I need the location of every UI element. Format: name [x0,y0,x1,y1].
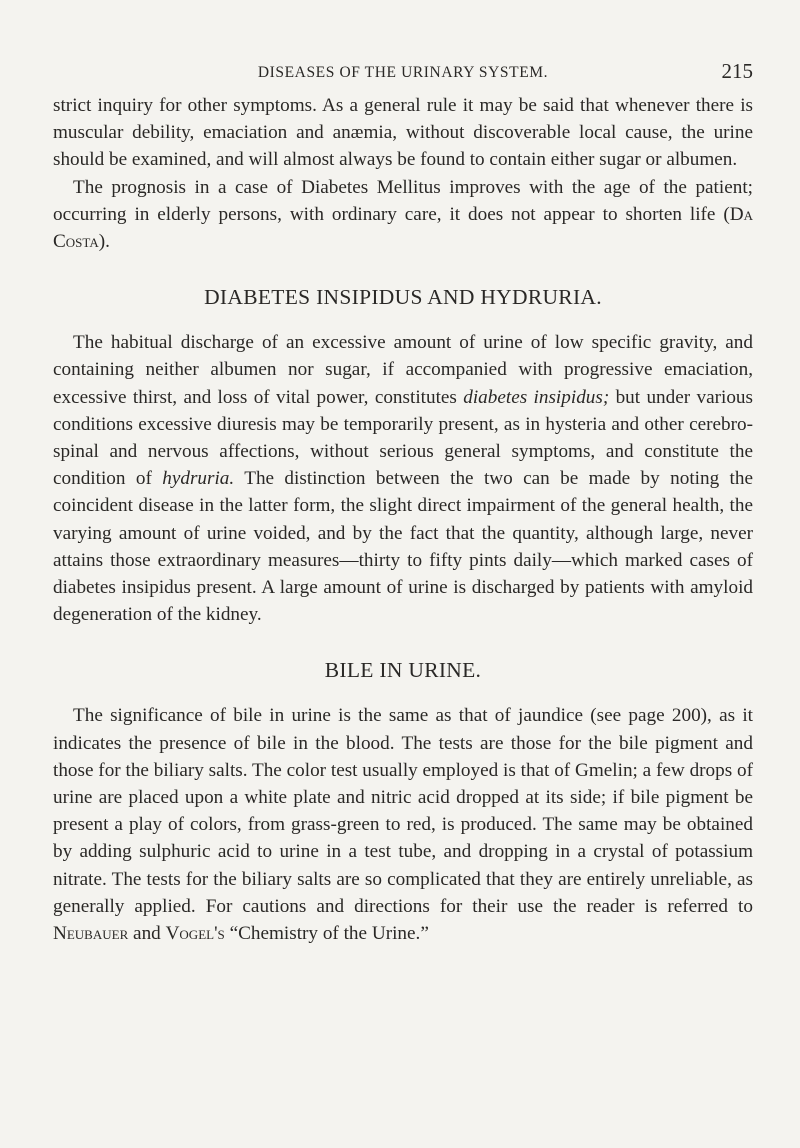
author-name: Da Costa [53,203,753,253]
paragraph-text: The habitual discharge of an excessive amount of urine of low specific gravity, and containing neither albumen nor sugar, if accompanied with progressive emaciation, excessive thirst, and loss of vital power, constitutes [53,332,753,408]
section-heading-diabetes-insipidus: DIABETES INSIPIDUS AND HYDRURIA. [204,285,602,310]
running-title: DISEASES OF THE URINARY SYSTEM. [257,64,549,81]
running-head [53,60,753,86]
paragraph-diabetes-insipidus [53,329,753,628]
paragraph-text: The significance of bile in urine is the same as that of jaundice (see page 200), as it indicates the presence of bile in the blood. The tests are those for the bile pigment and those for the biliary salts. The color test usually employed is that of Gmelin; a few drops of urine are placed upon a white plate and nitric acid dropped at its side; if bile pigment be present a play of colors, from grass-green to red, is produced. The same may be obtained by adding sulphuric acid to urine in a test tube, and dropping in a crystal of potassium nitrate. The tests for the biliary salts are so complicated that they are entirely unreliable, as generally applied. For cautions and directions for their use the reader is referred to [53,705,753,917]
paragraph-text: The distinction between the two can be made by noting the coincident disease in the latter form, the slight direct impairment of the general health, the varying amount of urine voided, and by the fact that the quantity, although large, never attains those extraordinary measures—thirty to fifty pints daily—which marked cases of diabetes insipidus present. A large amount of urine is discharged by patients with amyloid degeneration of the kidney. [53,468,753,626]
author-name: Neubauer [53,923,129,945]
book-page [53,60,753,947]
paragraph-text: but under various conditions excessive diuresis may be temporarily present, as in hysteria and other cerebro-spinal and nervous affections, without serious general symptoms, and constitute the condition of [53,386,753,490]
paragraph-prognosis [53,174,753,256]
paragraph-text: strict inquiry for other symptoms. As a general rule it may be said that whenever there is muscular debility, emaciation and anæmia, without discoverable local cause, the urine should be examined, and will almost always be found to contain either sugar or albumen. [53,95,753,171]
section-heading-bile-in-urine: BILE IN URINE. [324,658,482,683]
paragraph-text: ). [98,231,110,253]
italic-term: hydruria. [162,468,235,490]
author-name: Vogel's [165,923,225,945]
paragraph-continued [53,92,753,174]
paragraph-text: The prognosis in a case of Diabetes Mellitus improves with the age of the patient; occurring in elderly persons, with ordinary care, it does not appear to shorten life ( [53,176,753,225]
paragraph-text: and [128,923,166,945]
paragraph-text: “Chemistry of the Urine.” [224,923,429,945]
paragraph-bile-in-urine [53,702,753,947]
page-number: 215 [721,59,753,83]
italic-term: diabetes insipidus; [463,386,610,408]
